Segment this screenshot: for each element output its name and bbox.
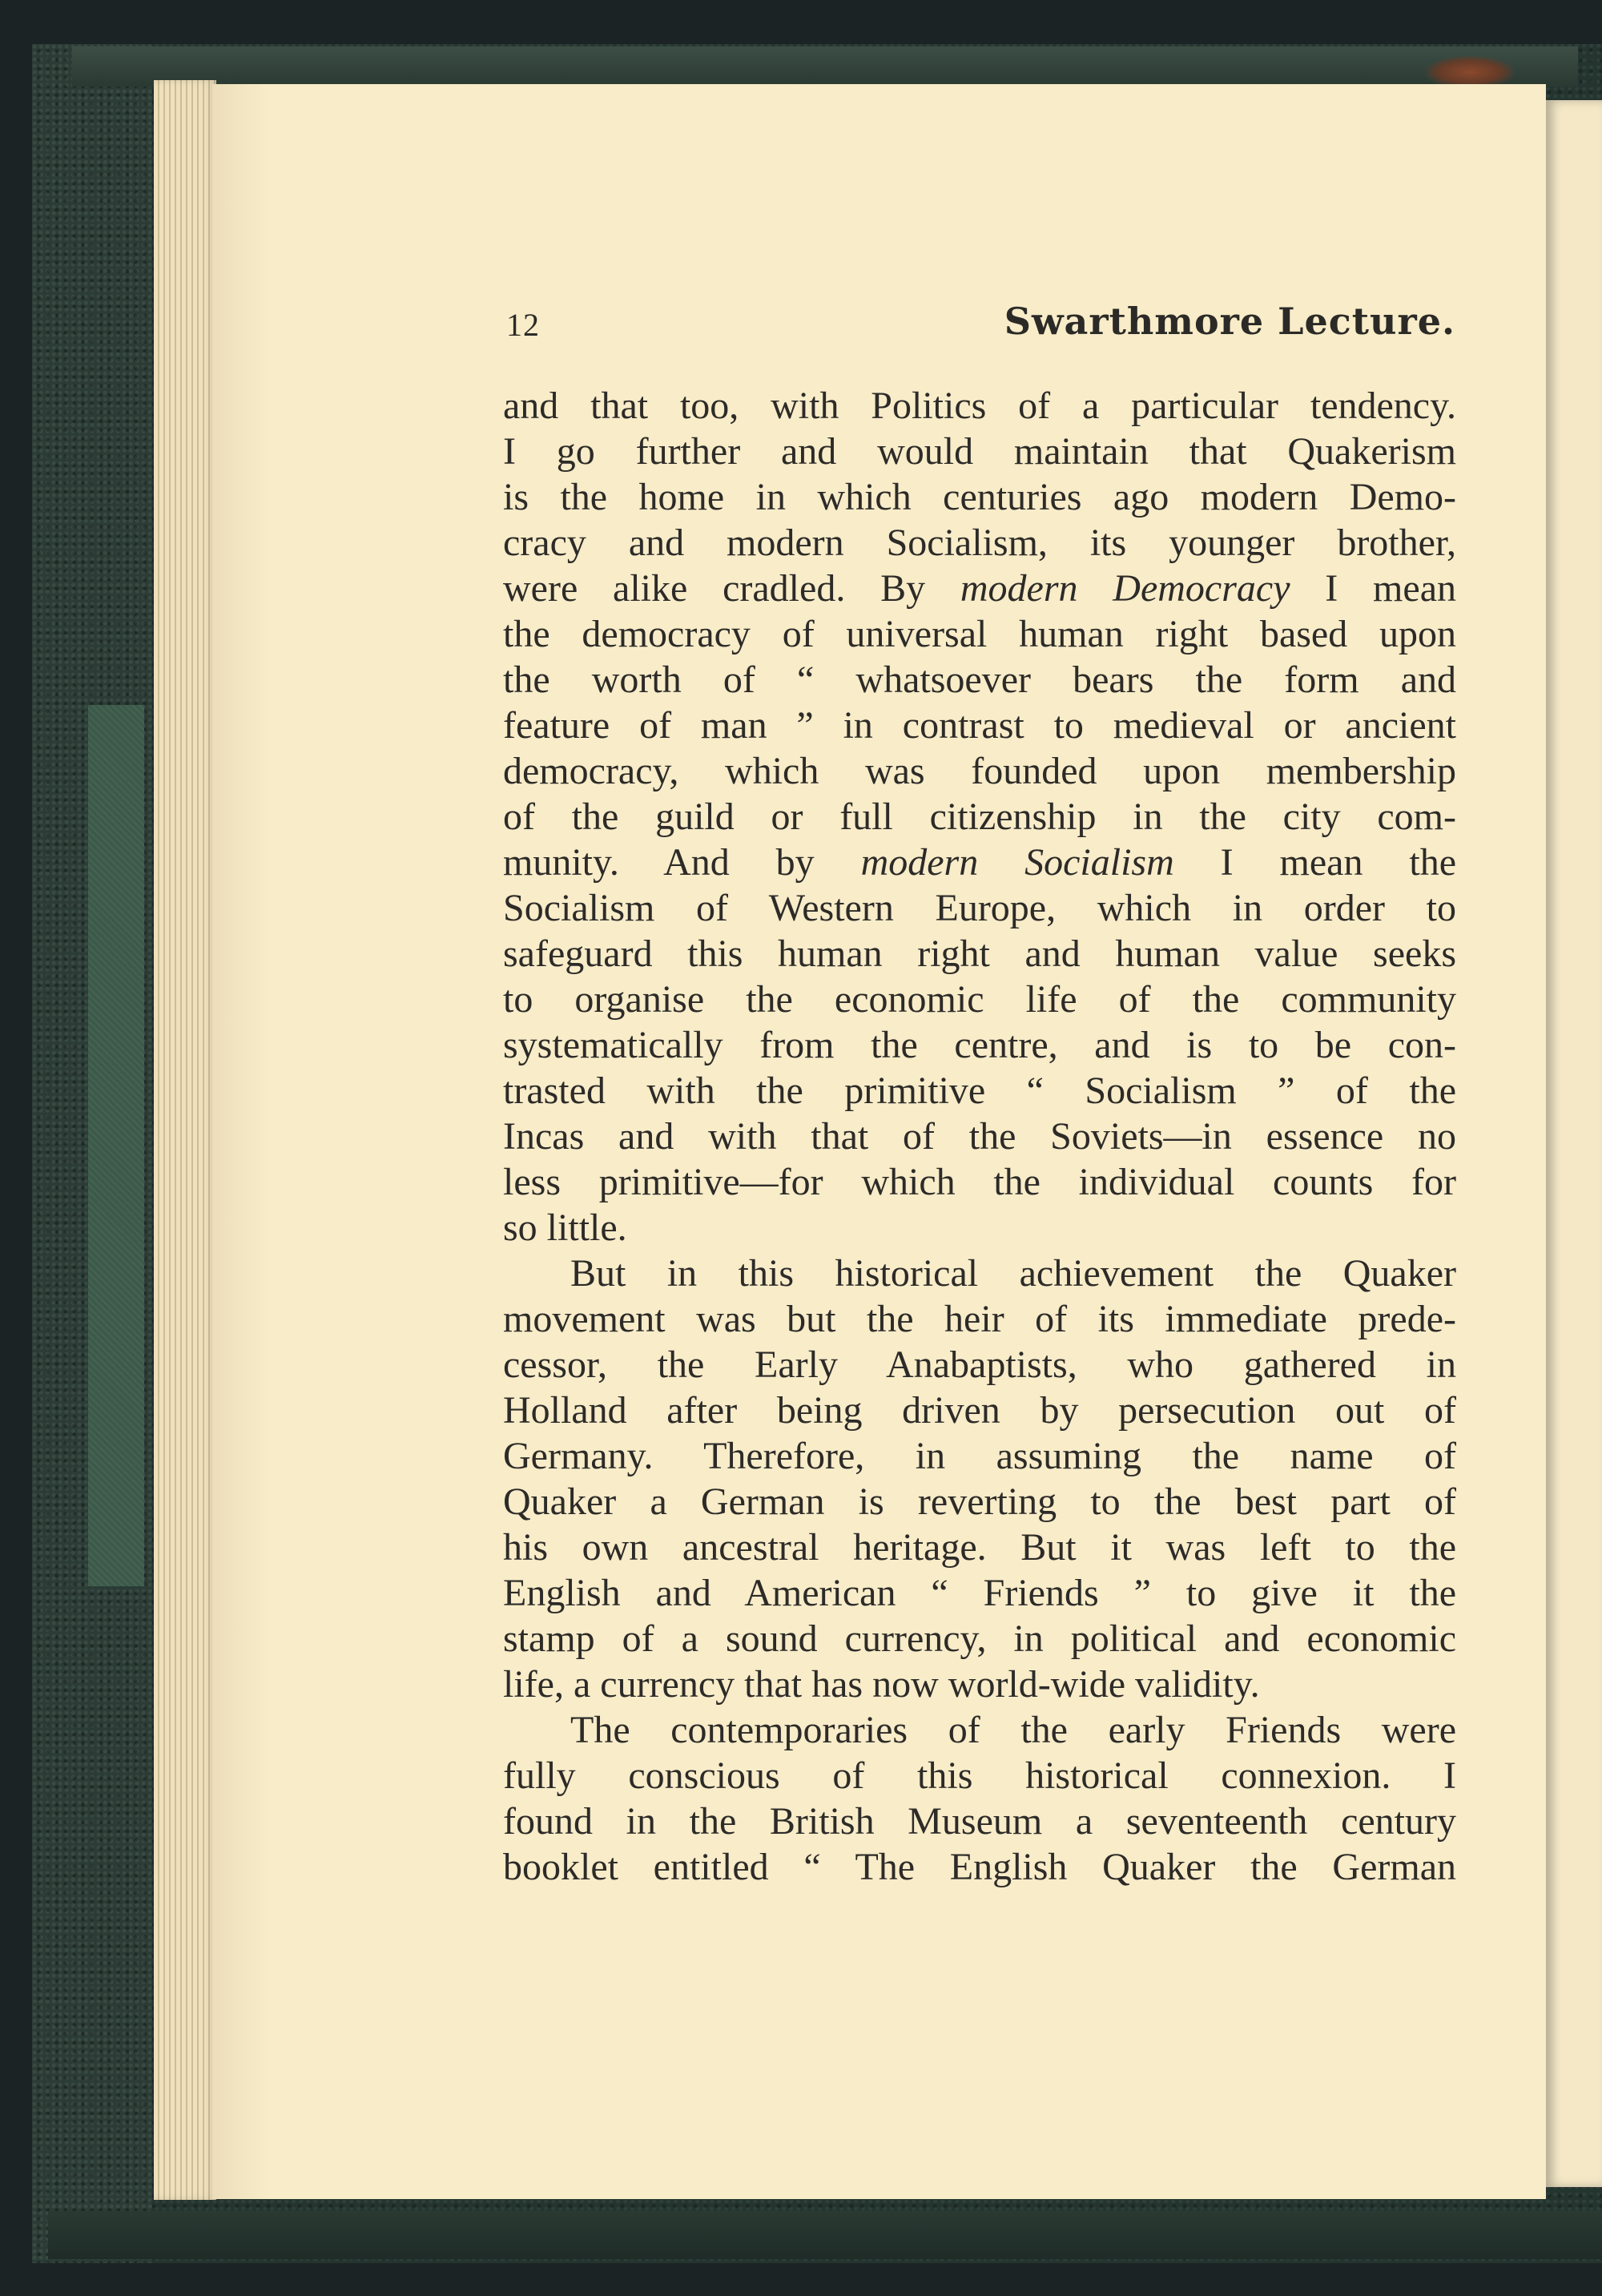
text-line: found in the British Museum a seventeenth century — [503, 1800, 1456, 1843]
text-line: democracy, which was founded upon membership — [503, 750, 1456, 792]
text-line: Germany. Therefore, in assuming the name of — [503, 1435, 1456, 1477]
text-line: booklet entitled “ The English Quaker the German — [503, 1846, 1456, 1888]
text-line: Quaker a German is reverting to the best part of — [503, 1480, 1456, 1523]
text-run: munity. And by — [503, 841, 861, 884]
page-edges — [154, 80, 216, 2200]
text-line — [503, 840, 1456, 885]
text-line: Incas and with that of the Soviets—in essence no — [503, 1115, 1456, 1158]
text-line: Holland after being driven by persecution out of — [503, 1389, 1456, 1432]
text-run: I mean — [1290, 567, 1457, 610]
cover-wear-mark — [1426, 56, 1514, 88]
text-line: Socialism of Western Europe, which in order to — [503, 887, 1456, 929]
text-line: to organise the economic life of the community — [503, 978, 1456, 1021]
text-line: systematically from the centre, and is to be con- — [503, 1024, 1456, 1066]
cloth-binding-strip — [88, 705, 144, 1586]
text-line: the worth of “ whatsoever bears the form and — [503, 659, 1456, 701]
text-line: of the guild or full citizenship in the city com- — [503, 796, 1456, 838]
page-header — [506, 300, 1455, 354]
text-line: cracy and modern Socialism, its younger brother, — [503, 522, 1456, 564]
text-run: were alike cradled. By — [503, 567, 960, 610]
running-head: Swarthmore Lecture. — [1004, 300, 1455, 343]
cover-bottom-edge — [48, 2211, 1602, 2259]
text-line: cessor, the Early Anabaptists, who gathered in — [503, 1343, 1456, 1386]
text-line: I go further and would maintain that Quakerism — [503, 430, 1456, 473]
text-line: safeguard this human right and human value seeks — [503, 932, 1456, 975]
page-number: 12 — [506, 307, 540, 343]
text-line: fully conscious of this historical connexion. I — [503, 1754, 1456, 1797]
text-line: less primitive—for which the individual counts for — [503, 1161, 1456, 1203]
facing-page-edge — [1546, 100, 1602, 2187]
text-line: trasted with the primitive “ Socialism ” of the — [503, 1069, 1456, 1112]
text-line: his own ancestral heritage. But it was left to the — [503, 1526, 1456, 1569]
italic-phrase: modern Democracy — [960, 567, 1290, 610]
text-line: movement was but the heir of its immediate prede- — [503, 1298, 1456, 1340]
text-line: so little. — [503, 1206, 627, 1249]
italic-phrase: modern Socialism — [860, 841, 1174, 884]
text-line: is the home in which centuries ago modern Demo- — [503, 476, 1456, 518]
text-line: and that too, with Politics of a particular tendency. — [503, 385, 1456, 427]
body-text — [503, 383, 1456, 1890]
text-line: life, a currency that has now world-wide validity. — [503, 1663, 1260, 1706]
text-line: feature of man ” in contrast to medieval or ancient — [503, 704, 1456, 747]
text-run: I mean the — [1173, 841, 1457, 884]
text-line: stamp of a sound currency, in political and economic — [503, 1617, 1456, 1660]
text-line — [503, 566, 1456, 611]
text-line: the democracy of universal human right based upon — [503, 613, 1456, 655]
text-line: But in this historical achievement the Quaker — [570, 1252, 1456, 1295]
text-line: English and American “ Friends ” to give it the — [503, 1572, 1456, 1614]
text-line: The contemporaries of the early Friends were — [570, 1709, 1456, 1751]
cover-top-edge — [72, 46, 1578, 87]
